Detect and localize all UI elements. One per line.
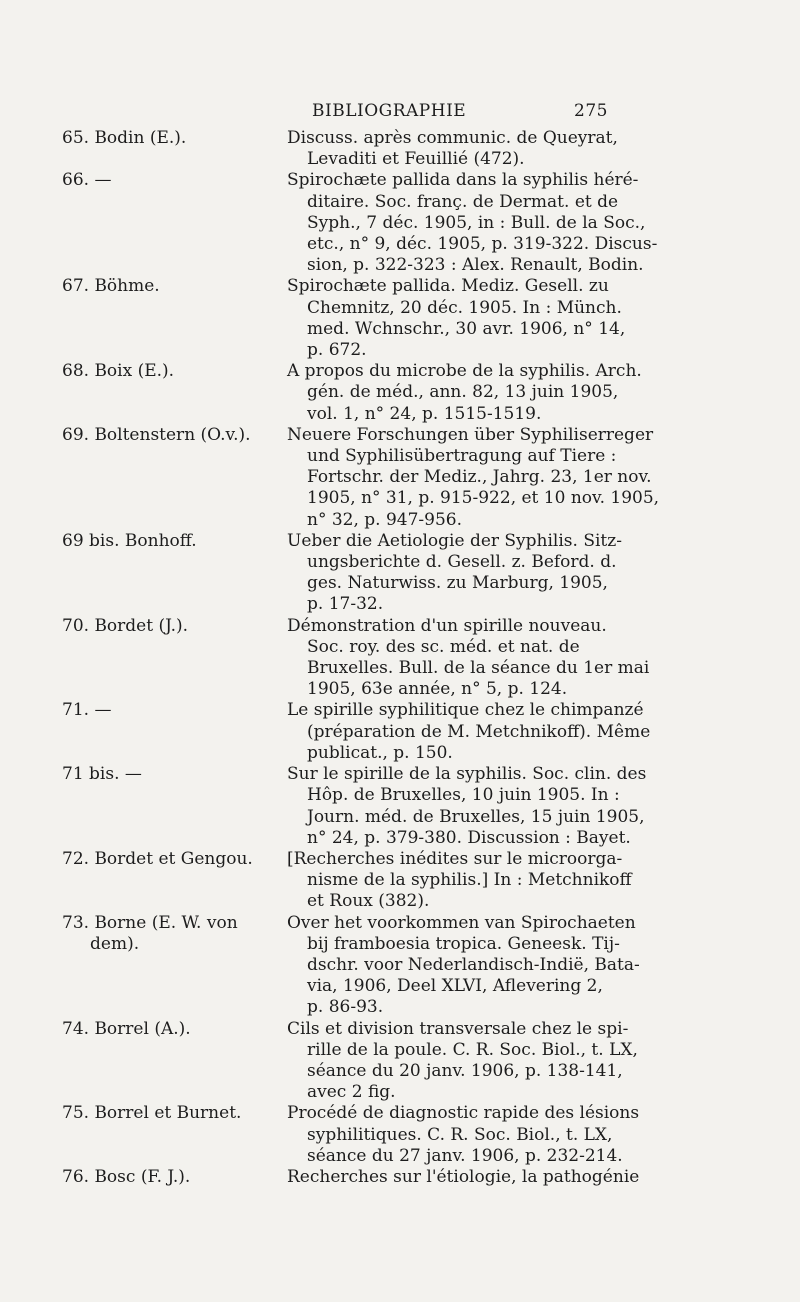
entry-label <box>62 849 292 870</box>
running-title: BIBLIOGRAPHIE <box>312 101 467 121</box>
citation-line: Bruxelles. Bull. de la séance du 1er mai <box>307 658 650 679</box>
entry-author: 71 bis. — <box>62 764 142 785</box>
citation-line: via, 1906, Deel XLVI, Aflevering 2, <box>307 976 603 997</box>
citation-line: Hôp. de Bruxelles, 10 juin 1905. In : <box>307 785 620 806</box>
entry-citation <box>287 1167 727 1188</box>
citation-line: sion, p. 322-323 : Alex. Renault, Bodin. <box>307 255 644 276</box>
bibliography-entry <box>0 1103 800 1167</box>
page-number: 275 <box>574 101 608 121</box>
entry-label <box>62 913 292 955</box>
entry-author: 70. Bordet (J.). <box>62 615 189 636</box>
citation-line: p. 86-93. <box>307 997 384 1018</box>
entry-citation <box>287 764 727 849</box>
citation-line: Fortschr. der Mediz., Jahrg. 23, 1er nov. <box>307 467 652 488</box>
citation-line: syphilitiques. C. R. Soc. Biol., t. LX, <box>307 1124 613 1145</box>
citation-line: p. 672. <box>307 340 367 361</box>
bibliography-entry <box>0 361 800 425</box>
entry-author: 74. Borrel (A.). <box>62 1018 191 1039</box>
citation-line: Sur le spirille de la syphilis. Soc. clin. des <box>287 764 647 785</box>
bibliography-entry <box>0 170 800 276</box>
entry-label <box>62 700 292 721</box>
bibliography-entry <box>0 616 800 701</box>
entry-citation <box>287 700 727 764</box>
citation-line: bij framboesia tropica. Geneesk. Tij- <box>307 933 620 954</box>
citation-line: n° 32, p. 947-956. <box>307 509 463 530</box>
citation-line: publicat., p. 150. <box>307 742 453 763</box>
citation-line: rille de la poule. C. R. Soc. Biol., t. LX, <box>307 1039 638 1060</box>
entry-label <box>62 361 292 382</box>
entry-citation <box>287 425 727 531</box>
entry-label <box>62 276 292 297</box>
citation-line: (préparation de M. Metchnikoff). Même <box>307 721 651 742</box>
citation-line: n° 24, p. 379-380. Discussion : Bayet. <box>307 827 631 848</box>
citation-line: Neuere Forschungen über Syphiliserreger <box>287 424 654 445</box>
citation-line: [Recherches inédites sur le microorga- <box>287 848 623 869</box>
entry-label <box>62 128 292 149</box>
entry-author: 66. — <box>62 170 112 191</box>
citation-line: und Syphilisübertragung auf Tiere : <box>307 446 617 467</box>
bibliography-entry <box>0 764 800 849</box>
citation-line: Levaditi et Feuillié (472). <box>307 149 525 170</box>
citation-line: Ueber die Aetiologie der Syphilis. Sitz- <box>287 530 622 551</box>
entry-author: 75. Borrel et Burnet. <box>62 1103 242 1124</box>
citation-line: gén. de méd., ann. 82, 13 juin 1905, <box>307 382 619 403</box>
bibliography-entry <box>0 128 800 170</box>
citation-line: Spirochæte pallida dans la syphilis héré- <box>287 170 639 191</box>
bibliography-entry <box>0 849 800 913</box>
citation-line: avec 2 fig. <box>307 1082 396 1103</box>
citation-line: Soc. roy. des sc. méd. et nat. de <box>307 636 580 657</box>
entry-author: 76. Bosc (F. J.). <box>62 1166 191 1187</box>
citation-line: ditaire. Soc. franç. de Dermat. et de <box>307 191 619 212</box>
entry-citation <box>287 170 727 276</box>
bibliography-entry <box>0 425 800 531</box>
bibliography-list <box>0 128 800 1188</box>
citation-line: Le spirille syphilitique chez le chimpanzé <box>287 700 644 721</box>
citation-line: Chemnitz, 20 déc. 1905. In : Münch. <box>307 297 622 318</box>
citation-line: et Roux (382). <box>307 891 430 912</box>
entry-author: 67. Böhme. <box>62 276 160 297</box>
entry-label <box>62 531 292 552</box>
entry-label <box>62 1167 292 1188</box>
citation-line: A propos du microbe de la syphilis. Arch. <box>287 361 642 382</box>
bibliography-entry <box>0 276 800 361</box>
citation-line: séance du 20 janv. 1906, p. 138-141, <box>307 1060 623 1081</box>
citation-line: Journ. méd. de Bruxelles, 15 juin 1905, <box>307 806 645 827</box>
entry-citation <box>287 1019 727 1104</box>
entry-author: 69. Boltenstern (O.v.). <box>62 424 251 445</box>
entry-label <box>62 170 292 191</box>
entry-label <box>62 616 292 637</box>
bibliography-entry <box>0 700 800 764</box>
entry-citation <box>287 361 727 425</box>
bibliography-entry <box>0 913 800 1019</box>
entry-citation <box>287 913 727 1019</box>
citation-line: nisme de la syphilis.] In : Metchnikoff <box>307 870 632 891</box>
entry-author: 68. Boix (E.). <box>62 361 175 382</box>
citation-line: séance du 27 janv. 1906, p. 232-214. <box>307 1145 623 1166</box>
entry-label <box>62 1103 292 1124</box>
citation-line: 1905, n° 31, p. 915-922, et 10 nov. 1905, <box>307 488 660 509</box>
citation-line: Procédé de diagnostic rapide des lésions <box>287 1103 640 1124</box>
citation-line: etc., n° 9, déc. 1905, p. 319-322. Discus- <box>307 234 658 255</box>
entry-author: 71. — <box>62 700 112 721</box>
citation-line: med. Wchnschr., 30 avr. 1906, n° 14, <box>307 318 626 339</box>
citation-line: Spirochæte pallida. Mediz. Gesell. zu <box>287 276 609 297</box>
bibliography-entry <box>0 1019 800 1104</box>
citation-line: Discuss. après communic. de Queyrat, <box>287 128 618 148</box>
citation-line: ungsberichte d. Gesell. z. Beford. d. <box>307 552 617 573</box>
entry-citation <box>287 616 727 701</box>
citation-line: ges. Naturwiss. zu Marburg, 1905, <box>307 573 608 594</box>
entry-label <box>62 425 292 446</box>
entry-author: 65. Bodin (E.). <box>62 128 187 148</box>
entry-citation <box>287 128 727 170</box>
bibliography-entry <box>0 531 800 616</box>
entry-author: 69 bis. Bonhoff. <box>62 530 197 551</box>
entry-author: 73. Borne (E. W. von <box>62 912 238 933</box>
entry-author-cont: dem). <box>90 933 140 954</box>
citation-line: Démonstration d'un spirille nouveau. <box>287 615 607 636</box>
citation-line: 1905, 63e année, n° 5, p. 124. <box>307 679 568 700</box>
citation-line: Syph., 7 déc. 1905, in : Bull. de la Soc., <box>307 212 646 233</box>
bibliography-entry <box>0 1167 800 1188</box>
entry-citation <box>287 849 727 913</box>
entry-label <box>62 1019 292 1040</box>
citation-line: Over het voorkommen van Spirochaeten <box>287 912 636 933</box>
entry-citation <box>287 1103 727 1167</box>
entry-citation <box>287 276 727 361</box>
entry-author: 72. Bordet et Gengou. <box>62 848 253 869</box>
citation-line: Recherches sur l'étiologie, la pathogénie <box>287 1166 640 1187</box>
entry-citation <box>287 531 727 616</box>
entry-label <box>62 764 292 785</box>
citation-line: p. 17-32. <box>307 594 384 615</box>
citation-line: vol. 1, n° 24, p. 1515-1519. <box>307 403 542 424</box>
citation-line: Cils et division transversale chez le spi- <box>287 1018 629 1039</box>
citation-line: dschr. voor Nederlandisch-Indië, Bata- <box>307 954 640 975</box>
